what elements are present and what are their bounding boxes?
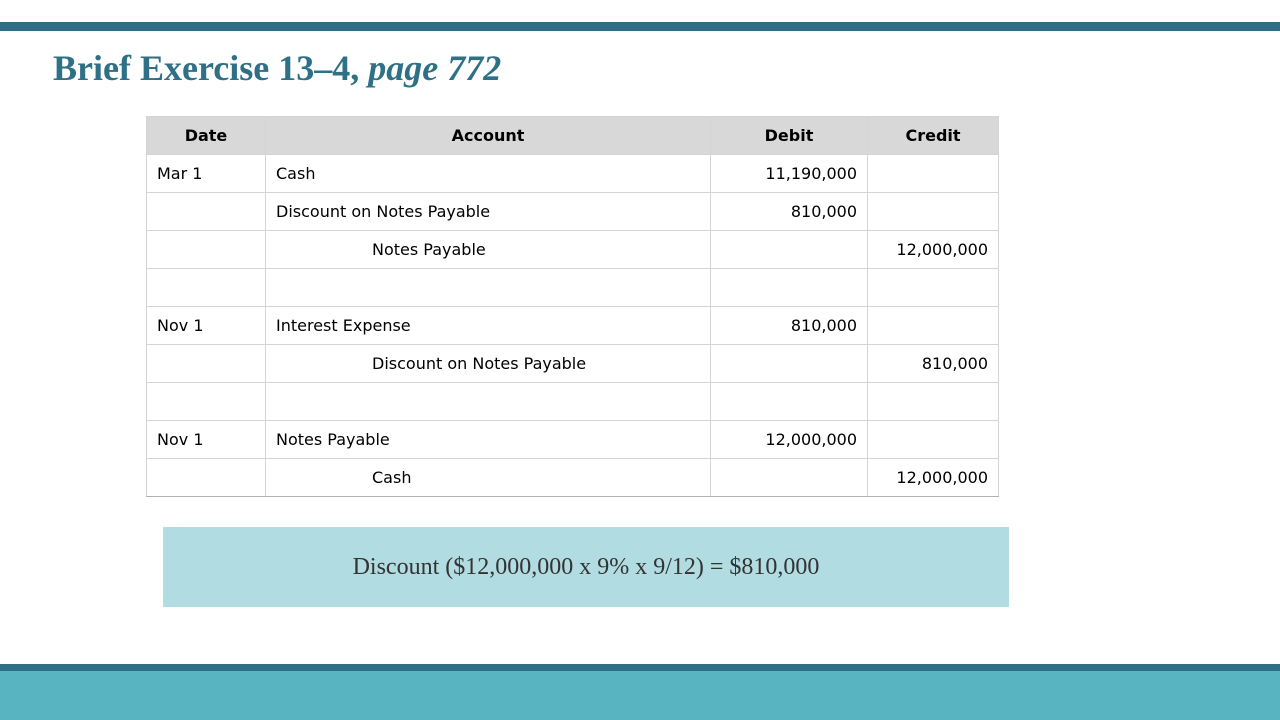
cell-credit (868, 421, 999, 459)
table-row (147, 269, 999, 307)
cell-account: Interest Expense (266, 307, 711, 345)
cell-date (147, 383, 266, 421)
cell-date (147, 193, 266, 231)
table-row (147, 459, 999, 497)
top-accent-bar (0, 22, 1280, 31)
cell-debit: 11,190,000 (711, 155, 868, 193)
cell-date: Nov 1 (147, 307, 266, 345)
cell-date: Mar 1 (147, 155, 266, 193)
cell-account: Discount on Notes Payable (266, 345, 711, 383)
cell-account (266, 269, 711, 307)
table-row (147, 307, 999, 345)
table-row (147, 345, 999, 383)
cell-debit (711, 345, 868, 383)
column-header-date: Date (147, 117, 266, 155)
slide-title (53, 44, 501, 92)
column-header-debit: Debit (711, 117, 868, 155)
cell-account: Notes Payable (266, 231, 711, 269)
table-row (147, 421, 999, 459)
cell-debit: 12,000,000 (711, 421, 868, 459)
cell-credit: 12,000,000 (868, 459, 999, 497)
discount-calculation-note (163, 527, 1009, 607)
table-row (147, 231, 999, 269)
cell-account: Notes Payable (266, 421, 711, 459)
cell-date (147, 231, 266, 269)
cell-credit (868, 155, 999, 193)
cell-credit (868, 193, 999, 231)
cell-account: Cash (266, 155, 711, 193)
table-row (147, 383, 999, 421)
cell-debit: 810,000 (711, 193, 868, 231)
table-header-row (147, 117, 999, 155)
cell-credit (868, 383, 999, 421)
cell-credit: 810,000 (868, 345, 999, 383)
column-header-account: Account (266, 117, 711, 155)
column-header-credit: Credit (868, 117, 999, 155)
cell-account: Discount on Notes Payable (266, 193, 711, 231)
cell-date (147, 345, 266, 383)
cell-credit (868, 307, 999, 345)
table-row (147, 155, 999, 193)
cell-debit: 810,000 (711, 307, 868, 345)
cell-debit (711, 231, 868, 269)
cell-account: Cash (266, 459, 711, 497)
cell-date: Nov 1 (147, 421, 266, 459)
table-row (147, 193, 999, 231)
cell-credit: 12,000,000 (868, 231, 999, 269)
cell-debit (711, 383, 868, 421)
bottom-accent-line (0, 664, 1280, 671)
discount-calculation-text: Discount ($12,000,000 x 9% x 9/12) = $810,000 (352, 553, 820, 580)
cell-date (147, 459, 266, 497)
bottom-accent-band (0, 671, 1280, 720)
slide-title-main: Brief Exercise 13–4, (53, 48, 360, 88)
cell-date (147, 269, 266, 307)
journal-entry-table (146, 116, 999, 497)
slide-title-page: page 772 (368, 48, 502, 88)
cell-credit (868, 269, 999, 307)
cell-debit (711, 459, 868, 497)
cell-debit (711, 269, 868, 307)
cell-account (266, 383, 711, 421)
